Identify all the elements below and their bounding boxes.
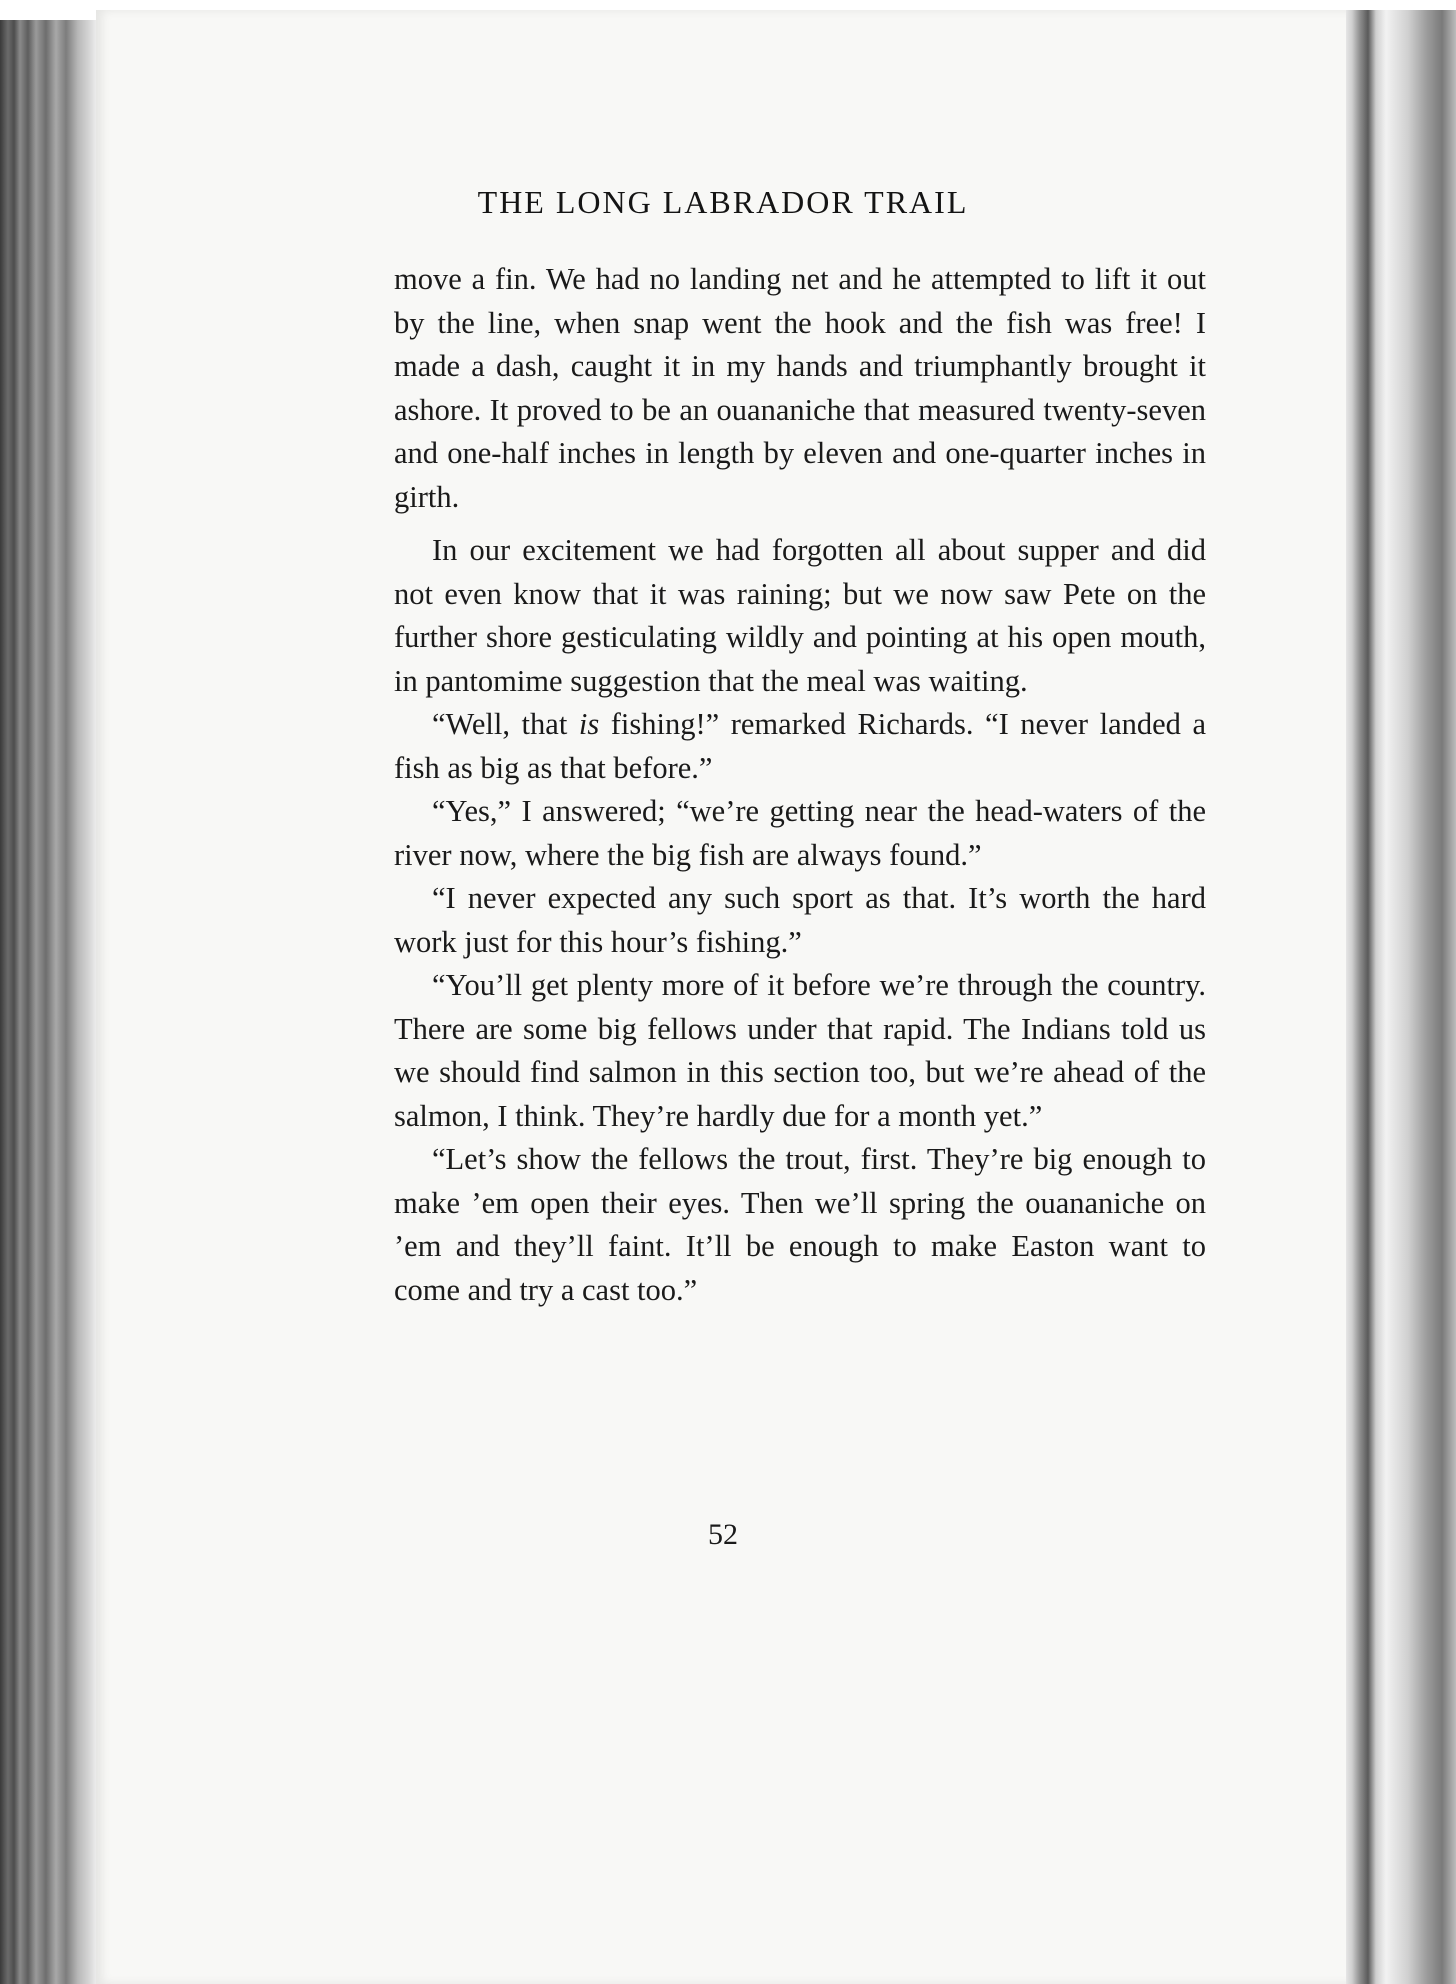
paragraph-3-after: fishing!” remarked Richards. “I never landed a fish as big as that before.” (394, 707, 1207, 785)
body-text (394, 258, 1206, 1312)
paragraph-2: In our excitement we had forgotten all about supper and did not even know that it was raining; but we now saw Pete on the further shore gesticulating wildly and pointing at his open mouth, in pantomime suggestion that the meal was waiting. (394, 533, 1206, 698)
right-page-stack-edge (1346, 10, 1456, 1984)
paragraph-6: “You’ll get plenty more of it before we’re through the country. There are some big fellows under that rapid. The Indians told us we should find salmon in this section too, but we’re ahead of the salmon, I think. They’re hardly due for a month yet.” (394, 968, 1206, 1133)
paragraph-3-before: “Well, that (432, 707, 579, 741)
paragraph-3-italic: is (578, 707, 600, 741)
page-number: 52 (708, 1518, 738, 1551)
paragraph-3 (394, 703, 1206, 790)
left-page-stack-edge (0, 20, 96, 1984)
paragraph-5: “I never expected any such sport as that. It’s worth the hard work just for this hour’s fishing.” (394, 881, 1206, 959)
paragraph-4: “Yes,” I answered; “we’re getting near the head-waters of the river now, where the big fish are always found.” (394, 794, 1206, 872)
paragraph-1: move a fin. We had no landing net and he attempted to lift it out by the line, when snap went the hook and the fish was free! I made a dash, caught it in my hands and triumphantly brought it ashore. It proved to be an ouananiche that measured twenty-seven and one-half inches in length by eleven and one-quarter inches in girth. (394, 262, 1206, 514)
running-head: THE LONG LABRADOR TRAIL (477, 184, 969, 220)
paragraph-7: “Let’s show the fellows the trout, first. They’re big enough to make ’em open their eyes. Then we’ll spring the ouananiche on ’em and they’ll faint. It’ll be enough to make Easton want to come and try a cast too.” (394, 1142, 1206, 1307)
